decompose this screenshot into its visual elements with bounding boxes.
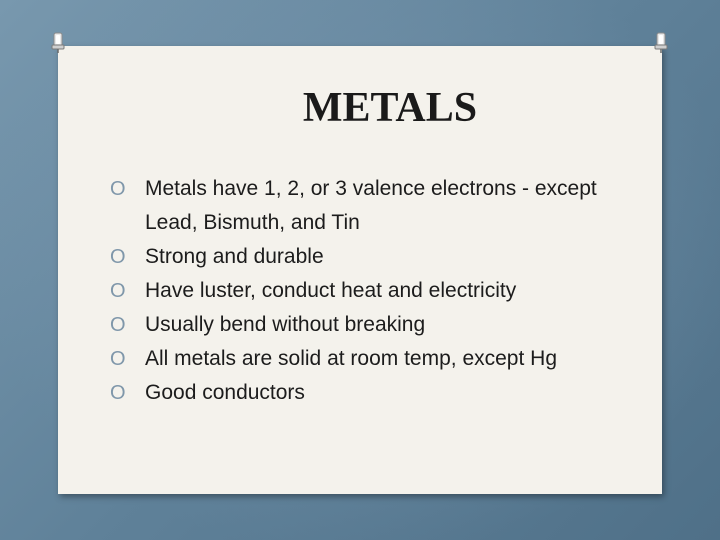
bullet-item (110, 376, 600, 410)
bullet-marker: O (110, 280, 126, 302)
bullet-item (110, 308, 600, 342)
bullet-item (110, 240, 600, 274)
bullet-text: Have luster, conduct heat and electricity (145, 279, 517, 302)
slide-title: METALS (302, 85, 478, 131)
bullet-text: Usually bend without breaking (145, 313, 426, 336)
bullet-item (110, 274, 600, 308)
bullet-marker: O (110, 178, 126, 200)
bullet-item (110, 172, 600, 240)
bullet-list (110, 172, 600, 410)
bullet-text: Metals have 1, 2, or 3 valence electrons - except Lead, Bismuth, and Tin (145, 177, 597, 234)
bullet-marker: O (110, 348, 126, 370)
pushpin-icon (50, 32, 66, 54)
bullet-text: Good conductors (145, 381, 305, 404)
bullet-text: All metals are solid at room temp, except Hg (145, 347, 558, 370)
bullet-marker: O (110, 314, 126, 336)
bullet-marker: O (110, 246, 126, 268)
bullet-item (110, 342, 600, 376)
bullet-text: Strong and durable (145, 245, 324, 268)
bullet-marker: O (110, 382, 126, 404)
pushpin-icon (653, 32, 669, 54)
